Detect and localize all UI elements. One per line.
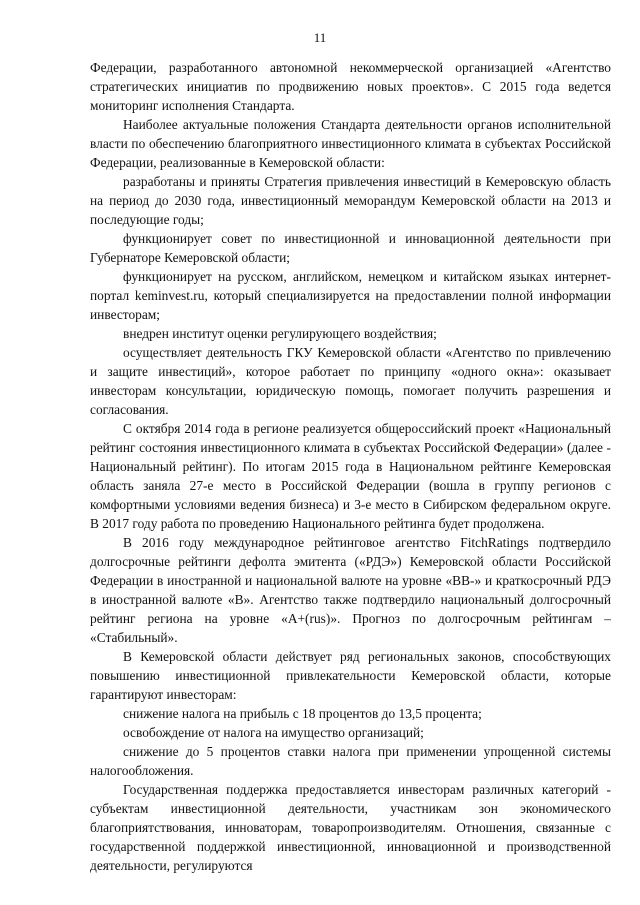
paragraph: снижение налога на прибыль с 18 процентов до 13,5 процента; [123, 706, 482, 721]
paragraph: Наиболее актуальные положения Стандарта деятельности органов исполнительной власти по обеспечению благоприятного инвестиционного климата в субъектах Российской Федерации, реализованные в Кемеровской области: [90, 117, 611, 170]
paragraph: В Кемеровской области действует ряд региональных законов, способствующих повышению инвестиционной привлекательности Кемеровской области, которые гарантируют инвесторам: [90, 649, 611, 702]
paragraph: осуществляет деятельность ГКУ Кемеровской области «Агентство по привлечению и защите инвестиций», которое работает по принципу «одного окна»: оказывает инвесторам консультации, юридическую помощь, помогает получить разрешения и согласования. [90, 345, 611, 417]
paragraph: освобождение от налога на имущество организаций; [123, 725, 424, 740]
paragraph: В 2016 году международное рейтинговое агентство FitchRatings подтвердило долгосрочные рейтинги дефолта эмитента («РДЭ») Кемеровской области Российской Федерации в иностранной и национальной валюте на уровне «ВВ-» и краткосрочный РДЭ в иностранной валюте «В». Агентство также подтвердило национальный долгосрочный рейтинг региона на уровне «A+(rus)». Прогноз по долгосрочным рейтингам – «Стабильный». [90, 535, 611, 645]
paragraph: Федерации, разработанного автономной некоммерческой организацией «Агентство стратегических инициатив по продвижению новых проектов». С 2015 года ведется мониторинг исполнения Стандарта. [90, 60, 611, 113]
paragraph: функционирует совет по инвестиционной и инновационной деятельности при Губернаторе Кемеровской области; [90, 231, 611, 265]
document-body [90, 58, 611, 875]
paragraph: функционирует на русском, английском, немецком и китайском языках интернет-портал keminvest.ru, который специализируется на предоставлении полной информации инвесторам; [90, 269, 611, 322]
paragraph: внедрен институт оценки регулирующего воздействия; [123, 326, 437, 341]
page-number: 11 [313, 30, 327, 45]
paragraph: С октября 2014 года в регионе реализуется общероссийский проект «Национальный рейтинг состояния инвестиционного климата в субъектах Российской Федерации» (далее - Национальный рейтинг). По итогам 2015 года в Национальном рейтинге Кемеровская область заняла 27-е место в Российской Федерации (вошла в группу регионов с комфортными условиями ведения бизнеса) и 3-е место в Сибирском федеральном округе. В 2017 году работа по проведению Национального рейтинга будет продолжена. [90, 421, 611, 531]
paragraph: Государственная поддержка предоставляется инвесторам различных категорий - субъектам инвестиционной деятельности, участникам зон экономического благоприятствования, инноваторам, товаропроизводителям. Отношения, связанные с государственной поддержкой инвестиционной, инновационной и производственной деятельности, регулируются [90, 782, 611, 873]
paragraph: снижение до 5 процентов ставки налога при применении упрощенной системы налогообложения. [90, 744, 611, 778]
paragraph: разработаны и приняты Стратегия привлечения инвестиций в Кемеровскую область на период до 2030 года, инвестиционный меморандум Кемеровской области на 2013 и последующие годы; [90, 174, 611, 227]
